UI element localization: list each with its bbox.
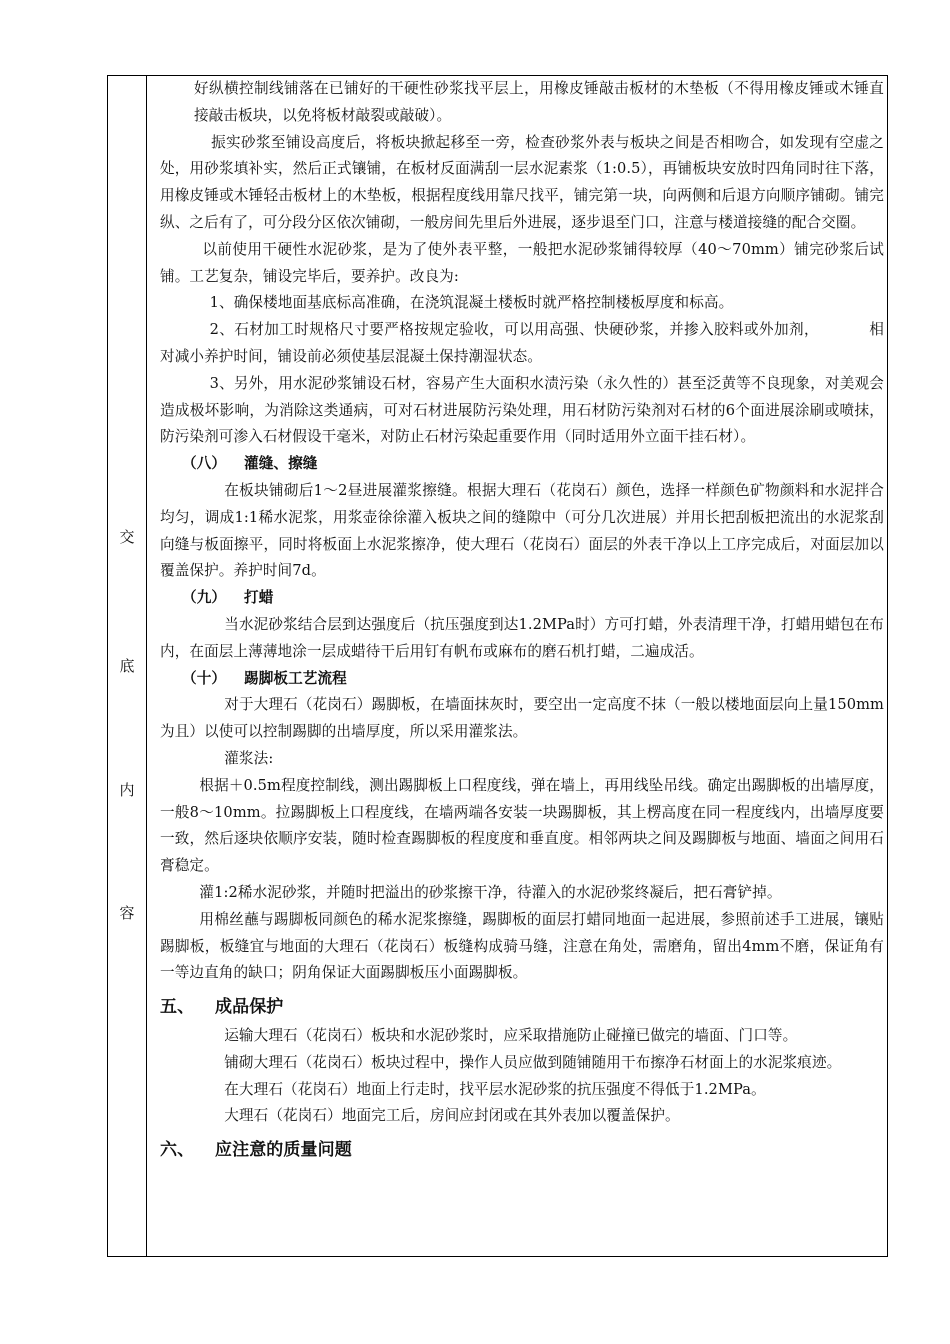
list-item-text: 相对减小养护时间，铺设前必须使基层混凝土保持潮湿状态。 <box>160 321 884 365</box>
paragraph: 灌浆法: <box>224 749 274 767</box>
list-item <box>160 317 884 371</box>
paragraph: 当水泥砂浆结合层到达强度后（抗压强度到达1.2MPa时）方可打蜡，外表清理干净，打蜡用蜡包在布内，在面层上薄薄地涂一层成蜡待干后用钉有帆布或麻布的磨石机打蜡，二遍成活。 <box>160 615 884 660</box>
paragraph: 灌1:2稀水泥砂浆，并随时把溢出的砂浆擦干净，待灌入的水泥砂浆终凝后，把石膏铲掉。 <box>199 883 782 901</box>
section-heading-6 <box>160 1134 884 1166</box>
content-cell <box>160 76 884 1166</box>
section-heading-8 <box>160 451 884 478</box>
section-heading-5 <box>160 991 884 1023</box>
section-title: 成品保护 <box>215 997 284 1018</box>
side-label-char-2: 底 <box>119 657 135 675</box>
section-heading-9 <box>160 585 884 612</box>
paragraph: 运输大理石（花岗石）板块和水泥砂浆时，应采取措施防止碰撞已做完的墙面、门口等。 <box>224 1027 798 1045</box>
section-title: 踢脚板工艺流程 <box>244 669 347 687</box>
list-item: 1、确保楼地面基底标高准确，在浇筑混凝土楼板时就严格控制楼板厚度和标高。 <box>209 294 734 312</box>
side-label-char-1: 交 <box>119 528 135 546</box>
section-number: 六、 <box>160 1140 195 1161</box>
section-number: （十） <box>182 669 227 687</box>
paragraph: 在大理石（花岗石）地面上行走时，找平层水泥砂浆的抗压强度不得低于1.2MPa。 <box>224 1080 766 1098</box>
paragraph: 铺砌大理石（花岗石）板块过程中，操作人员应做到随铺随用干布擦净石材面上的水泥浆痕迹。 <box>224 1053 842 1071</box>
section-number: 五、 <box>160 997 195 1018</box>
section-number: （九） <box>182 589 227 607</box>
side-label-char-4: 容 <box>119 904 135 922</box>
paragraph: 用棉丝蘸与踢脚板同颜色的稀水泥浆擦缝，踢脚板的面层打蜡同地面一起进展，参照前述手工进展，镶贴踢脚板，板缝宜与地面的大理石（花岗石）板缝构成骑马缝，注意在角处，需磨角，留出4mm不磨，保证角有一等边直角的缺口；阴角保证大面踢脚板压小面踢脚板。 <box>160 910 884 982</box>
paragraph: 好纵横控制线铺落在已铺好的干硬性砂浆找平层上，用橡皮锤敲击板材的木垫板（不得用橡皮锤或木锤直接敲击板块，以免将板材敲裂或敲破）。 <box>194 80 884 124</box>
paragraph: 振实砂浆至铺设高度后，将板块掀起移至一旁，检查砂浆外表与板块之间是否相吻合，如发现有空虚之处，用砂浆填补实，然后正式镶铺，在板材反面满刮一层水泥素浆（1:0.5），再铺板块安放时四角同时往下落，用橡皮锤或木锤轻击板材上的木垫板，根据程度线用靠尺找平，铺完第一块，向两侧和后退方向顺序铺砌。铺完纵、之后有了，可分段分区依次铺砌，一般房间先里后外进展，逐步退至门口，注意与楼道接缝的配合交圈。 <box>160 133 884 231</box>
paragraph: 以前使用干硬性水泥砂浆，是为了使外表平整，一般把水泥砂浆铺得较厚（40～70mm）铺完砂浆后试铺。工艺复杂，铺设完毕后，要养护。改良为: <box>160 240 884 285</box>
list-item-text: 2、石材加工时规格尺寸要严格按规定验收，可以用高强、快硬砂浆，并掺入胶料或外加剂， <box>209 321 819 339</box>
side-label-char-3: 内 <box>119 781 135 799</box>
paragraph: 根据＋0.5m程度控制线，测出踢脚板上口程度线，弹在墙上，再用线坠吊线。确定出踢脚板的出墙厚度，一般8～10mm。拉踢脚板上口程度线，在墙两端各安装一块踢脚板，其上楞高度在同一程度线内，出墙厚度要一致，然后逐块依顺序安装，随时检查踢脚板的程度度和垂直度。相邻两块之间及踢脚板与地面、墙面之间用石膏稳定。 <box>160 776 884 875</box>
section-title: 应注意的质量问题 <box>215 1140 352 1161</box>
paragraph: 对于大理石（花岗石）踢脚板，在墙面抹灰时，要空出一定高度不抹（一般以楼地面层向上量150mm为且）以使可以控制踢脚的出墙厚度，所以采用灌浆法。 <box>160 696 884 741</box>
paragraph: 大理石（花岗石）地面完工后，房间应封闭或在其外表加以覆盖保护。 <box>224 1107 680 1125</box>
section-number: （八） <box>182 455 227 473</box>
list-item: 3、另外，用水泥砂浆铺设石材，容易产生大面积水渍污染（永久性的）甚至泛黄等不良现象，对美观会造成极坏影响，为消除这类通病，可对石材进展防污染处理，用石材防污染剂对石材的6个面进展涂刷或喷抹，防污染剂可渗入石材假设干毫米，对防止石材污染起重要作用（同时适用外立面干挂石材）。 <box>160 374 884 446</box>
paragraph: 在板块铺砌后1～2昼进展灌浆擦缝。根据大理石（花岗石）颜色，选择一样颜色矿物颜料和水泥拌合均匀，调成1:1稀水泥浆，用浆壶徐徐灌入板块之间的缝隙中（可分几次进展）并用长把刮板把流出的水泥浆刮向缝与板面擦平，同时将板面上水泥浆擦净，使大理石（花岗石）面层的外表干净以上工序完成后，对面层加以覆盖保护。养护时间7d。 <box>160 481 884 580</box>
section-heading-10 <box>160 666 884 693</box>
section-title: 灌缝、擦缝 <box>244 455 318 473</box>
section-title: 打蜡 <box>244 589 274 607</box>
